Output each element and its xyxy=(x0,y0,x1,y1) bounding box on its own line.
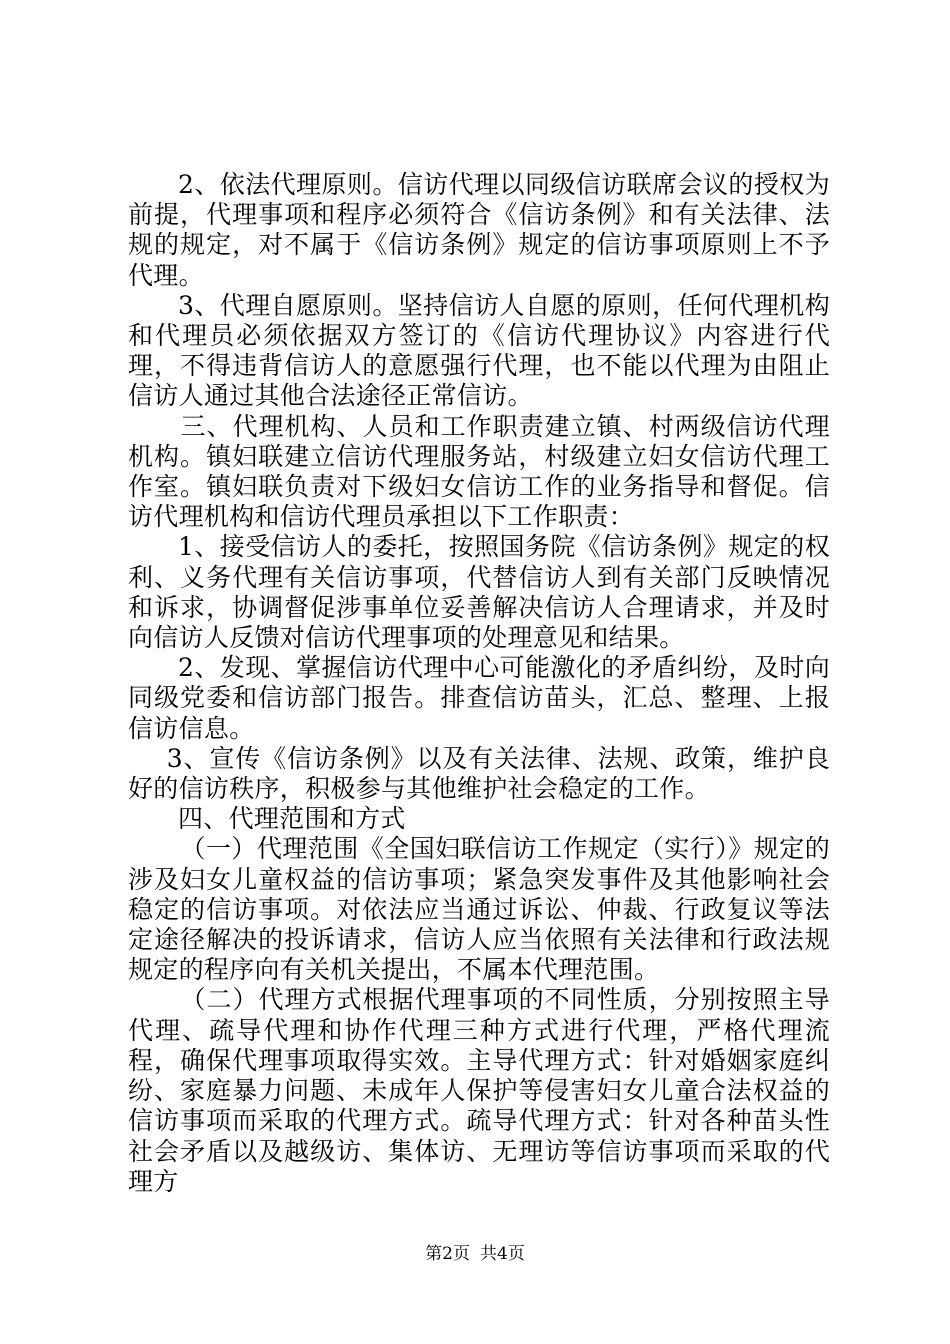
paragraph-method: （二）代理方式根据代理事项的不同性质，分别按照主导代理、疏导代理和协作代理三种方式进行代理，严格代理流程，确保代理事项取得实效。主导代理方式：针对婚姻家庭纠纷、家庭暴力问题、未成年人保护等侵害妇女儿童合法权益的信访事项而采取的代理方式。疏导代理方式：针对各种苗头性社会矛盾以及越级访、集体访、无理访等信访事项而采取的代理方 xyxy=(128,985,830,1196)
paragraph-principle-lawful: 2、依法代理原则。信访代理以同级信访联席会议的授权为前提，代理事项和程序必须符合《信访条例》和有关法律、法规的规定，对不属于《信访条例》规定的信访事项原则上不予代理。 xyxy=(128,170,830,290)
paragraph-duty-1: 1、接受信访人的委托，按照国务院《信访条例》规定的权利、义务代理有关信访事项，代替信访人到有关部门反映情况和诉求，协调督促涉事单位妥善解决信访人合理请求，并及时向信访人反馈对信访代理事项的处理意见和结果。 xyxy=(128,532,830,653)
paragraph-principle-voluntary: 3、代理自愿原则。坚持信访人自愿的原则，任何代理机构和代理员必须依据双方签订的《信访代理协议》内容进行代理，不得违背信访人的意愿强行代理，也不能以代理为由阻止信访人通过其他合法途径正常信访。 xyxy=(128,290,830,411)
page-total: 共4页 xyxy=(480,1244,525,1264)
page-number: 第2页 xyxy=(425,1244,470,1264)
section-heading-scope-and-method: 四、代理范围和方式 xyxy=(178,804,406,834)
page-footer xyxy=(0,1243,950,1265)
paragraph-section-three-heading: 三、代理机构、人员和工作职责建立镇、村两级信访代理机构。镇妇联建立信访代理服务站，村级建立妇女信访代理工作室。镇妇联负责对下级妇女信访工作的业务指导和督促。信访代理机构和信访代理员承担以下工作职责： xyxy=(128,411,830,532)
document-body xyxy=(128,170,830,1197)
paragraph-scope: （一）代理范围《全国妇联信访工作规定（实行）》规定的涉及妇女儿童权益的信访事项；紧急突发事件及其他影响社会稳定的信访事项。对依法应当通过诉讼、仲裁、行政复议等法定途径解决的投诉请求，信访人应当依照有关法律和行政法规规定的程序向有关机关提出，不属本代理范围。 xyxy=(128,834,830,985)
paragraph-duty-2: 2、发现、掌握信访代理中心可能激化的矛盾纠纷，及时向同级党委和信访部门报告。排查信访苗头，汇总、整理、上报信访信息。 xyxy=(128,653,830,743)
paragraph-duty-3: 3、宣传《信访条例》以及有关法律、法规、政策，维护良好的信访秩序，积极参与其他维护社会稳定的工作。 xyxy=(128,743,830,804)
